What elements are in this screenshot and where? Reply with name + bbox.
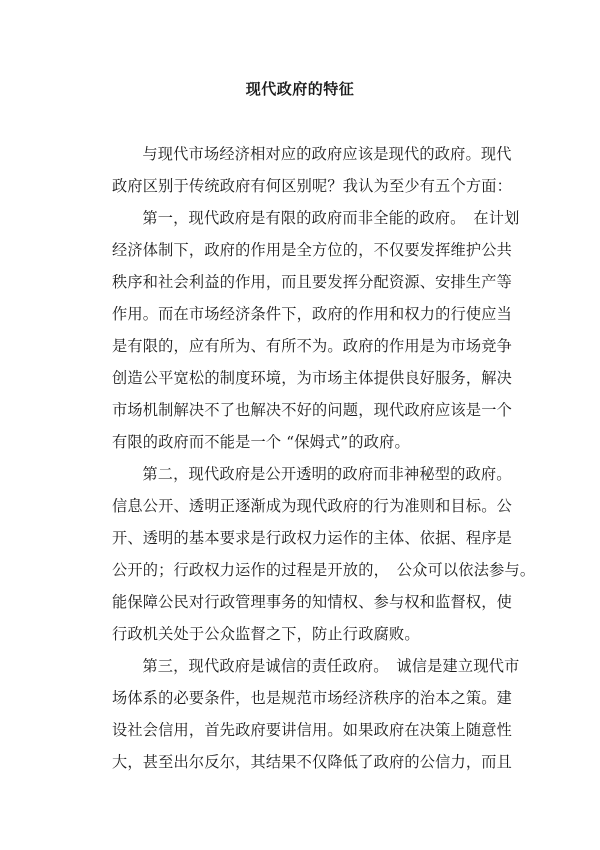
paragraph-line: 信息公开、透明正逐渐成为现代政府的行为准则和目标。公 xyxy=(112,497,513,515)
paragraph-line: 第二，现代政府是公开透明的政府而非神秘型的政府。 xyxy=(142,465,512,483)
paragraph-line: 经济体制下，政府的作用是全方位的，不仅要发挥维护公共 xyxy=(112,241,513,259)
paragraph-line: 能保障公民对行政管理事务的知情权、参与权和监督权，使 xyxy=(112,593,513,611)
paragraph-line: 市场机制解决不了也解决不好的问题，现代政府应该是一个 xyxy=(112,401,513,419)
paragraph-line: 开、透明的基本要求是行政权力运作的主体、依据、程序是 xyxy=(112,529,513,547)
paragraph-line: 第一，现代政府是有限的政府而非全能的政府。 在计划 xyxy=(142,209,520,227)
paragraph-line: 有限的政府而不能是一个 “保姆式”的政府。 xyxy=(112,433,410,451)
paragraph-line: 场体系的必要条件，也是规范市场经济秩序的治本之策。建 xyxy=(112,689,513,707)
document-body xyxy=(112,138,536,778)
paragraph-line: 是有限的，应有所为、有所不为。政府的作用是为市场竞争 xyxy=(112,337,513,355)
paragraph-line: 大，甚至出尔反尔，其结果不仅降低了政府的公信力，而且 xyxy=(112,753,513,771)
paragraph-line: 第三，现代政府是诚信的责任政府。 诚信是建立现代市 xyxy=(142,657,520,675)
paragraph-line: 作用。而在市场经济条件下，政府的作用和权力的行使应当 xyxy=(112,305,513,323)
paragraph-line: 创造公平宽松的制度环境，为市场主体提供良好服务，解决 xyxy=(112,369,513,387)
paragraph-line: 设社会信用，首先政府要讲信用。如果政府在决策上随意性 xyxy=(112,721,513,739)
paragraph-line: 政府区别于传统政府有何区别呢？我认为至少有五个方面： xyxy=(112,177,513,195)
paragraph-line: 秩序和社会利益的作用，而且要发挥分配资源、安排生产等 xyxy=(112,273,513,291)
document-title: 现代政府的特征 xyxy=(245,80,355,98)
paragraph-line: 行政机关处于公众监督之下，防止行政腐败。 xyxy=(112,625,420,643)
paragraph-line: 公开的；行政权力运作的过程是开放的， 公众可以依法参与。 xyxy=(112,561,536,579)
paragraph-line: 与现代市场经济相对应的政府应该是现代的政府。现代 xyxy=(142,145,512,163)
